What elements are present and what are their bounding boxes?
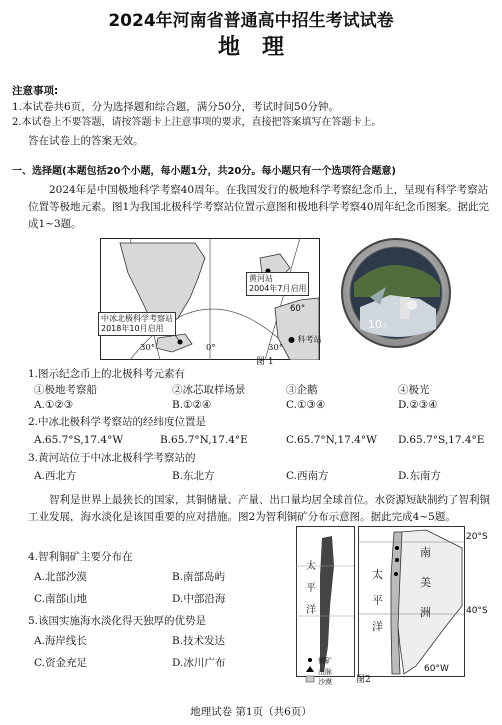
- option-b[interactable]: B.技术发达: [172, 635, 226, 647]
- arctic-map: [100, 238, 320, 360]
- lon-label: 30°: [140, 343, 156, 353]
- notice-item: 答在试卷上的答案无效。: [28, 135, 144, 147]
- legend-label: 科考站: [297, 335, 322, 344]
- option-a[interactable]: A.①②③: [34, 399, 74, 411]
- question-item: ①极地考察船: [34, 384, 97, 396]
- legend-mountain: 山脉: [318, 668, 332, 676]
- option-a[interactable]: A.65.7°S,17.4°W: [34, 434, 124, 446]
- figure-caption: 图2: [356, 675, 371, 685]
- option-b[interactable]: B.东北方: [172, 470, 215, 482]
- copper-mine-marker: [395, 546, 399, 550]
- ocean-char: 洋: [306, 605, 316, 616]
- notice-item: 2.本试卷上不要答题，请按答题卡上注意事项的要求，直接把答案填写在答题卡上。: [12, 117, 382, 128]
- question-stem: 1.图示纪念币上的北极科考元素有: [28, 368, 186, 380]
- option-d[interactable]: D.②③④: [398, 399, 438, 411]
- option-d[interactable]: D.冰川广布: [172, 657, 226, 669]
- ocean-char: 平: [372, 594, 383, 607]
- lat-20-label: 20°S: [466, 532, 488, 542]
- map-legend: ● 科考站: [288, 335, 322, 344]
- lat-40-label: 40°S: [466, 606, 488, 616]
- option-c[interactable]: C.65.7°N,17.4°W: [286, 434, 377, 446]
- notice-item: 1.本试卷共6页，分为选择题和综合题，满分50分，考试时间50分钟。: [12, 101, 339, 113]
- ocean-char: 太: [306, 561, 316, 572]
- passage-2: 智利是世界上最狭长的国家，其铜储量、产量、出口量均居全球首位。水资源短缺制约了智利铜工业发展，海水淡化是该国重要的应对措施。图2为智利铜矿分布示意图。据此完成4~5题。: [28, 494, 490, 523]
- option-c[interactable]: C.西南方: [286, 470, 329, 482]
- ocean-char: 洋: [372, 620, 383, 633]
- station-date: 2004年7月启用: [249, 284, 307, 293]
- option-c[interactable]: C.南部山地: [34, 593, 87, 605]
- coin-value: [368, 318, 388, 331]
- lat-label: 60°: [290, 304, 306, 314]
- continent-char: 南: [420, 546, 431, 559]
- commemorative-coin: [340, 237, 452, 349]
- continent-char: 美: [420, 576, 431, 589]
- ocean-label-small: [306, 556, 316, 622]
- cn-ice-station-label: [98, 312, 176, 336]
- continent-char: 洲: [420, 606, 431, 619]
- huanghe-station-label: [246, 272, 309, 296]
- station-name: 黄河站: [249, 274, 273, 283]
- legend-desert: 沙漠: [318, 678, 332, 686]
- option-a[interactable]: A.海岸线长: [34, 635, 87, 647]
- option-a[interactable]: A.北部沙漠: [34, 571, 87, 583]
- station-name: 中冰北极科学考察站: [101, 314, 173, 323]
- option-a[interactable]: A.西北方: [34, 470, 77, 482]
- station-date: 2018年10月启用: [101, 324, 164, 333]
- exam-title: 2024年河南省普通高中招生考试试卷: [108, 11, 394, 31]
- copper-mine-marker: [394, 572, 398, 576]
- option-d[interactable]: D.中部沿海: [172, 593, 226, 605]
- ocean-label-main: [372, 562, 383, 640]
- legend-copper-symbol: [308, 658, 312, 662]
- question-stem: 3.黄河站位于中冰北极科学考察站的: [28, 452, 196, 464]
- coin-value-unit: 元: [382, 323, 389, 330]
- option-c[interactable]: C.①③④: [286, 399, 326, 411]
- figure-caption: 图 1: [256, 357, 274, 367]
- ocean-char: 太: [372, 568, 383, 581]
- continent-label: [420, 538, 431, 628]
- question-item: ④极光: [398, 384, 430, 396]
- page-footer: 地理试卷 第1页（共6页）: [190, 706, 312, 718]
- option-d[interactable]: D.东南方: [398, 470, 441, 482]
- question-item: ③企鹅: [286, 384, 318, 396]
- option-d[interactable]: D.65.7°S,17.4°E: [398, 434, 485, 446]
- ocean-char: 平: [306, 583, 316, 594]
- subject-title: 地理: [217, 35, 306, 60]
- lon-label: 0°: [206, 343, 216, 353]
- option-b[interactable]: B.南部岛屿: [172, 571, 226, 583]
- legend-desert-symbol: [306, 676, 314, 682]
- question-stem: 5.该国实施海水淡化得天独厚的优势是: [28, 615, 207, 627]
- lon-60-label: 60°W: [424, 664, 449, 674]
- lon-label: 30°: [268, 343, 284, 353]
- legend-copper: 铜矿: [318, 657, 332, 665]
- passage-1: 2024年是中国极地科学考察40周年。在我国发行的极地科学考察纪念币上，呈现有科学考察站位置等极地元素。图1为我国北极科学考察站位置示意图和极地科学考察40周年纪念币图案。据此完成1~3题。: [28, 184, 490, 230]
- question-item: ②冰芯取样场景: [172, 384, 246, 396]
- coin-value-number: 10: [368, 318, 382, 331]
- option-b[interactable]: B.65.7°N,17.4°E: [160, 434, 248, 446]
- notice-heading: 注意事项:: [12, 85, 59, 97]
- question-stem: 4.智利铜矿主要分布在: [28, 551, 133, 563]
- option-c[interactable]: C.资金充足: [34, 657, 87, 669]
- copper-mine-marker: [395, 558, 399, 562]
- section-heading: 一、选择题(本题包括20个小题，每小题1分，共20分。每小题只有一个选项符合题意): [12, 166, 396, 177]
- option-b[interactable]: B.①②④: [172, 399, 212, 411]
- question-stem: 2.中冰北极科学考察站的经纬度位置是: [28, 416, 207, 428]
